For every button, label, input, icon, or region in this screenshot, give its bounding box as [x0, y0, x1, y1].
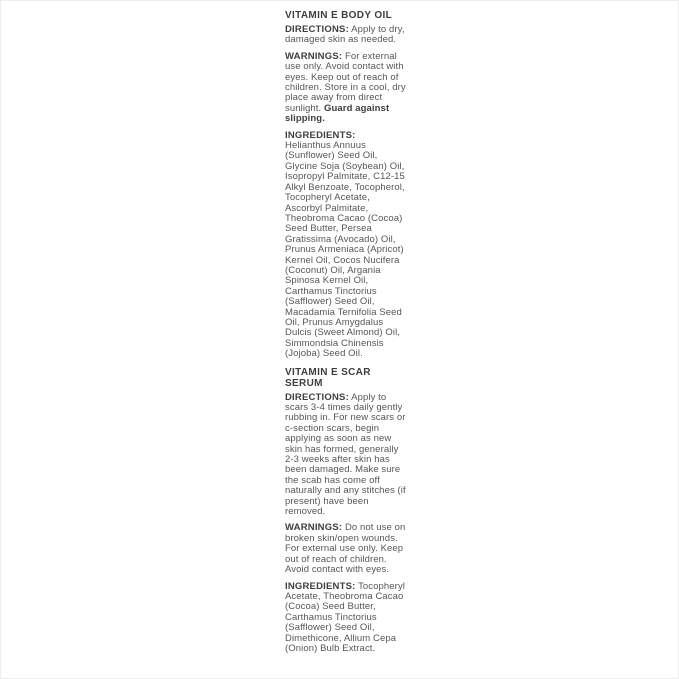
ingredients-label: INGREDIENTS:	[285, 129, 356, 141]
directions-text: Apply to dry, damaged skin as needed.	[285, 24, 405, 46]
label-section-scar-serum	[285, 367, 406, 655]
directions-label: DIRECTIONS:	[285, 391, 349, 403]
warnings-label: WARNINGS:	[285, 50, 343, 62]
directions-label: DIRECTIONS:	[285, 24, 349, 35]
ingredients-text: Tocopheryl Acetate, Theobroma Cacao (Cocoa) Seed Butter, Carthamus Tinctorius (Safflower) Seed Oil, Dimethicone, Allium Cepa (Onion) Bulb Extract.	[285, 580, 406, 654]
body-oil-ingredients-paragraph	[285, 131, 406, 360]
scar-serum-ingredients-paragraph	[285, 582, 406, 655]
scar-serum-section-title: VITAMIN E SCAR SERUM	[285, 366, 371, 389]
warnings-text: For external use only. Avoid contact with eyes. Keep out of reach of children. Store in a cool, dry place away from direct sunlight.	[285, 50, 406, 114]
warnings-bold-caution: Guard against slipping.	[285, 102, 390, 125]
warnings-text: Do not use on broken skin/open wounds. For external use only. Keep out of reach of children. Avoid contact with eyes.	[285, 522, 406, 576]
directions-text: Apply to scars 3-4 times daily gently rubbing in. For new scars or c-section scars, begin applying as soon as new skin has formed, generally 2-3 weeks after skin has been damaged. Make sure the scab has come off naturally and any stitches (if present) have been removed.	[285, 391, 406, 518]
label-section-body-oil	[285, 10, 406, 360]
body-oil-warnings-paragraph	[285, 52, 406, 125]
ingredients-text: Helianthus Annuus (Sunflower) Seed Oil, Glycine Soja (Soybean) Oil, Isopropyl Palmitate, C12-15 Alkyl Benzoate, Tocopherol, Tocopheryl Acetate, Ascorbyl Palmitate, Theobroma Cacao (Cocoa) Seed Butter, Persea Gratissima (Avocado) Oil, Prunus Armeniaca (Apricot) Kernel Oil, Cocos Nucifera (Coconut) Oil, Argania Spinosa Kernel Oil, Carthamus Tinctorius (Safflower) Seed Oil, Macadamia Ternifolia Seed Oil, Prunus Amygdalus Dulcis (Sweet Almond) Oil, Simmondsia Chinensis (Jojoba) Seed Oil.	[285, 140, 405, 360]
scar-serum-directions-paragraph	[285, 393, 406, 518]
warnings-label: WARNINGS:	[285, 522, 343, 534]
scar-serum-warnings-paragraph	[285, 523, 406, 575]
body-oil-directions-paragraph	[285, 25, 406, 46]
ingredients-label: INGREDIENTS:	[285, 580, 356, 592]
body-oil-section-title: VITAMIN E BODY OIL	[285, 10, 393, 21]
label-text-column	[285, 10, 406, 654]
